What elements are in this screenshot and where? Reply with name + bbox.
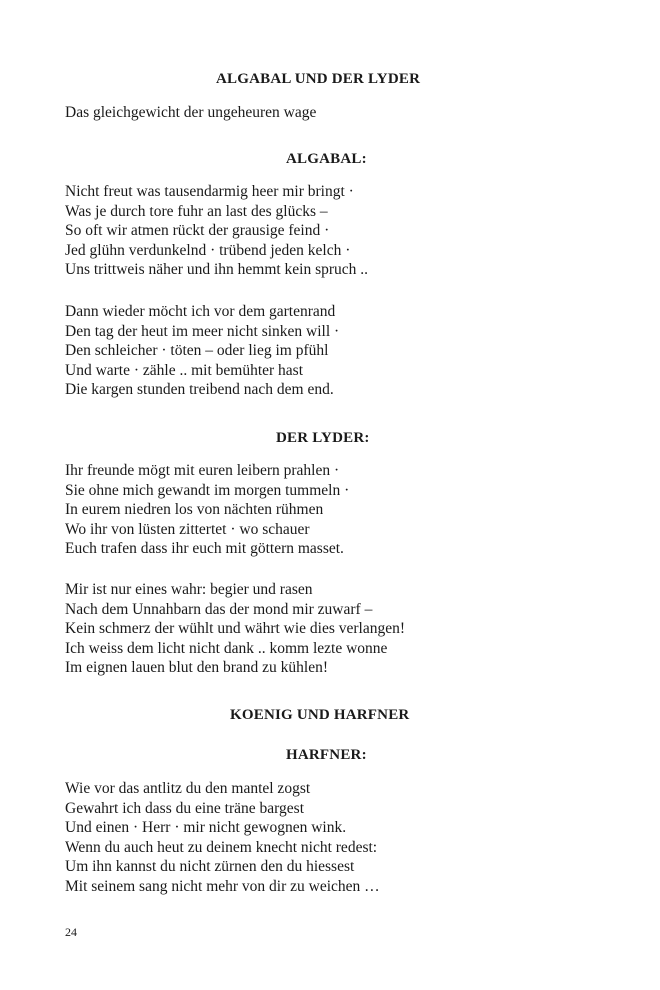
verse-line: Im eignen lauen blut den brand zu kühlen!	[65, 659, 328, 677]
verse-line: Wenn du auch heut zu deinem knecht nicht redest:	[65, 838, 378, 856]
stanza-5	[65, 779, 380, 897]
stanza-4	[65, 580, 405, 678]
verse-line: Jed glühn verdunkelnd · trübend jeden kelch ·	[65, 241, 351, 259]
verse-line: Uns trittweis näher und ihn hemmt kein spruch ..	[65, 261, 369, 279]
verse-line: Nicht freut was tausendarmig heer mir bringt ·	[65, 183, 354, 200]
poem-title-algabal-und-der-lyder: ALGABAL UND DER LYDER	[216, 71, 421, 87]
verse-line: Um ihn kannst du nicht zürnen den du hiessest	[65, 858, 355, 876]
verse-line: Was je durch tore fuhr an last des glücks –	[65, 202, 328, 220]
page-number: 24	[65, 925, 77, 939]
verse-line: Dann wieder möcht ich vor dem gartenrand	[65, 303, 336, 320]
speaker-heading-der-lyder: DER LYDER:	[276, 430, 370, 446]
poem-title-koenig-und-harfner: KOENIG UND HARFNER	[230, 707, 410, 723]
verse-line: Den tag der heut im meer nicht sinken will ·	[65, 322, 340, 340]
verse-line: Nach dem Unnahbarn das der mond mir zuwarf –	[65, 600, 373, 618]
verse-line: Sie ohne mich gewandt im morgen tummeln ·	[65, 481, 350, 499]
speaker-heading-algabal: ALGABAL:	[286, 151, 367, 167]
stanza-1	[65, 182, 368, 280]
verse-line: So oft wir atmen rückt der grausige feind ·	[65, 222, 330, 240]
verse-line: Und warte · zähle .. mit bemühter hast	[65, 361, 304, 379]
verse-line: Kein schmerz der wühlt und währt wie dies verlangen!	[65, 620, 406, 638]
verse-line: Die kargen stunden treibend nach dem end.	[65, 381, 334, 399]
verse-line: In eurem niedren los von nächten rühmen	[65, 501, 324, 519]
verse-line: Euch trafen dass ihr euch mit göttern masset.	[65, 540, 344, 558]
intro-line: Das gleichgewicht der ungeheuren wage	[65, 104, 317, 121]
stanza-3	[65, 461, 349, 559]
speaker-heading-harfner: HARFNER:	[286, 747, 367, 763]
stanza-2	[65, 302, 339, 400]
verse-line: Und einen · Herr · mir nicht gewognen wink.	[65, 819, 347, 837]
verse-line: Ihr freunde mögt mit euren leibern prahlen ·	[65, 462, 340, 479]
verse-line: Ich weiss dem licht nicht dank .. komm lezte wonne	[65, 639, 388, 657]
verse-line: Mir ist nur eines wahr: begier und rasen	[65, 581, 313, 598]
verse-line: Den schleicher · töten – oder lieg im pfühl	[65, 342, 329, 360]
verse-line: Wie vor das antlitz du den mantel zogst	[65, 780, 311, 797]
verse-line: Mit seinem sang nicht mehr von dir zu weichen …	[65, 877, 380, 895]
verse-line: Gewahrt ich dass du eine träne bargest	[65, 799, 305, 817]
verse-line: Wo ihr von lüsten zittertet · wo schauer	[65, 520, 310, 538]
